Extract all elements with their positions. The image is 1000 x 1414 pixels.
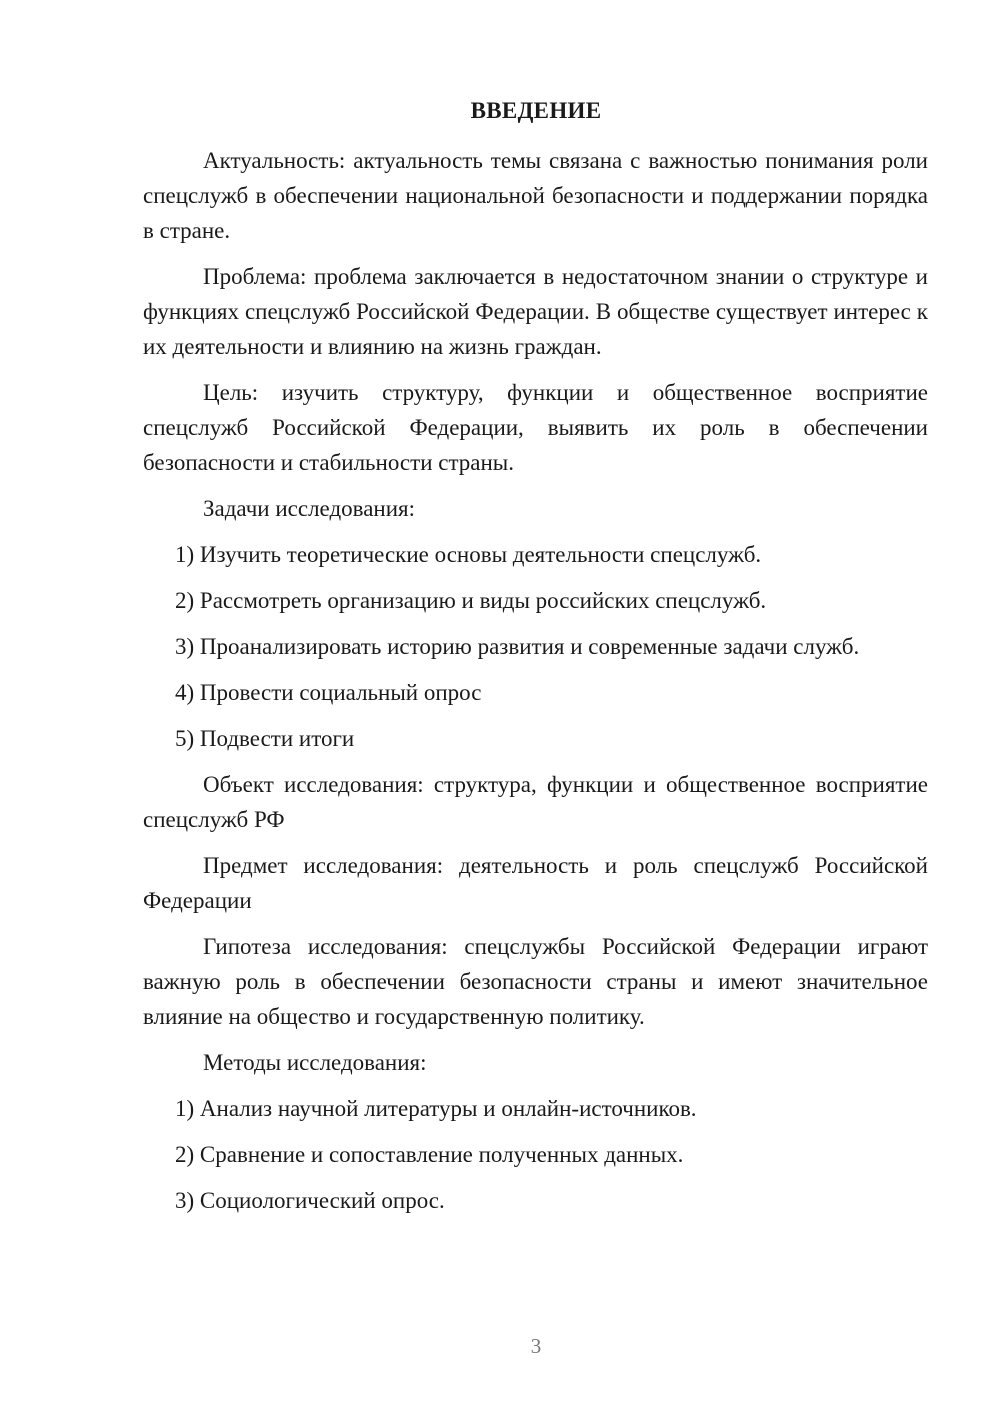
problem-paragraph: Проблема: проблема заключается в недостаточном знании о структуре и функциях спецслужб Российской Федерации. В обществе существует интерес к их деятельности и влиянию на жизнь граждан. bbox=[143, 264, 928, 359]
method-item: 3) Социологический опрос. bbox=[175, 1188, 445, 1213]
hypothesis-paragraph: Гипотеза исследования: спецслужбы Российской Федерации играют важную роль в обеспечении безопасности страны и имеют значительное влияние на общество и государственную политику. bbox=[143, 934, 928, 1029]
task-item: 4) Провести социальный опрос bbox=[175, 680, 482, 705]
tasks-heading: Задачи исследования: bbox=[203, 496, 416, 521]
page-title: ВВЕДЕНИЕ bbox=[470, 98, 602, 123]
task-item: 2) Рассмотреть организацию и виды российских спецслужб. bbox=[175, 588, 767, 613]
goal-paragraph: Цель: изучить структуру, функции и общественное восприятие спецслужб Российской Федерации, выявить их роль в обеспечении безопасности и стабильности страны. bbox=[143, 380, 928, 475]
page-number: 3 bbox=[530, 1334, 542, 1358]
document-body bbox=[143, 143, 928, 1229]
object-paragraph: Объект исследования: структура, функции и общественное восприятие спецслужб РФ bbox=[143, 772, 928, 832]
method-item: 2) Сравнение и сопоставление полученных данных. bbox=[175, 1142, 684, 1167]
relevance-paragraph: Актуальность: актуальность темы связана с важностью понимания роли спецслужб в обеспечении национальной безопасности и поддержании порядка в стране. bbox=[143, 148, 928, 243]
task-item: 1) Изучить теоретические основы деятельности спецслужб. bbox=[175, 542, 762, 567]
methods-heading: Методы исследования: bbox=[203, 1050, 427, 1075]
method-item: 1) Анализ научной литературы и онлайн-источников. bbox=[175, 1096, 697, 1121]
task-item: 5) Подвести итоги bbox=[175, 726, 355, 751]
task-item: 3) Проанализировать историю развития и современные задачи служб. bbox=[175, 634, 860, 659]
subject-paragraph: Предмет исследования: деятельность и роль спецслужб Российской Федерации bbox=[143, 853, 928, 913]
